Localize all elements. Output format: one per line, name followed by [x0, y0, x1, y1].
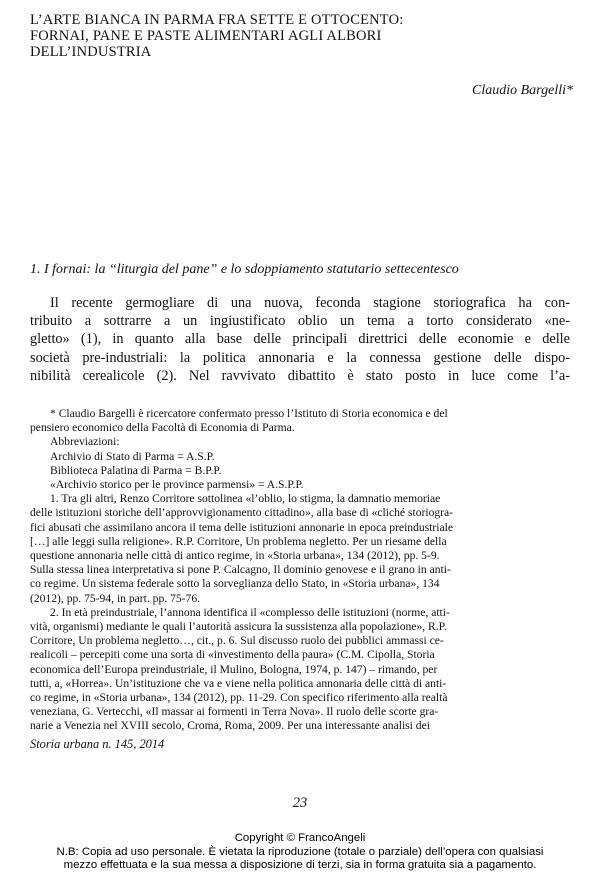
- body-line: nibilità cerealicole (2). Nel ravvivato dibattito è stato posto in luce come l’a-: [30, 367, 570, 384]
- footnote-line: * Claudio Bargelli è ricercatore confermato presso l’Istituto di Storia economica e del: [50, 407, 448, 420]
- journal-citation: Storia urbana n. 145, 2014: [30, 737, 165, 751]
- title-line: L’ARTE BIANCA IN PARMA FRA SETTE E OTTOCENTO:: [30, 12, 404, 28]
- footnote-line: 1. Tra gli altri, Renzo Corritore sottolinea «l’oblio, lo stigma, la damnatio memoriae: [50, 492, 441, 506]
- footnote-line: narie a Venezia nel XVIII secolo, Croma, Roma, 2009. Per una interessante analisi dei: [30, 719, 430, 733]
- body-line: società pre-industriali: la politica annonaria e la connessa gestione delle dispo-: [30, 349, 570, 366]
- section-heading: 1. I fornai: la “liturgia del pane” e lo sdoppiamento statutario settecentesco: [30, 262, 459, 277]
- footnote-line: co regime. Un sistema federale sotto la sorveglianza dello Stato, in «Storia urbana», 134: [30, 577, 440, 591]
- footnote-line: economica dell’Europa preindustriale, il Mulino, Bologna, 1974, p. 147) – rimando, per: [30, 662, 438, 676]
- footnote-line: Sulla stessa linea interpretativa si pone P. Calcagno, Il dominio genovese e il grano in anti-: [30, 563, 451, 577]
- title-line: DELL’INDUSTRIA: [30, 44, 152, 60]
- copyright-line: mezzo effettuata e la sua messa a disposizione di terzi, sia in forma gratuita sia a pagamento.: [63, 859, 537, 872]
- footnote-line: vità, organismi) mediante le quali l’autorità assicura la sussistenza alla popolazione», R.P.: [30, 620, 447, 634]
- article-title: [30, 12, 550, 60]
- footnote-line: veneziana, G. Vertecchi, «Il massar ai formenti in Terra Nova». Il ruolo delle scorte gra-: [30, 705, 439, 719]
- footnote-line: co regime, in «Storia urbana», 134 (2012), pp. 11-29. Con specifico riferimento alla realtà: [30, 691, 448, 705]
- footnotes: [30, 407, 570, 734]
- body-line: tribuito a sottrarre a un ingiustificato oblio un tema a torto considerato «ne-: [30, 313, 570, 330]
- page-number: 23: [292, 795, 308, 811]
- body-line: gletto» (1), in quanto alla base delle principali direttrici delle economie e delle: [30, 331, 570, 348]
- footnote-line: Corritore, Un problema negletto…, cit., p. 6. Sul discusso ruolo dei pubblici ammassi ce-: [30, 634, 444, 648]
- footnote-line: pensiero economico della Facoltà di Economia di Parma.: [30, 421, 295, 435]
- body-paragraph: [30, 294, 570, 385]
- footnote-line: questione annonaria nelle città di antico regime, in «Storia urbana», 134 (2012), pp. 5-9.: [30, 549, 440, 563]
- footnote-line: delle istituzioni storiche dell’approvvigionamento cittadino», alla base di «cliché storiogra-: [30, 506, 454, 520]
- footnote-line: […] alle leggi sulla religione». R.P. Corritore, Un problema negletto. Per un riesame della: [30, 534, 447, 548]
- copyright-line: Copyright © FrancoAngeli: [234, 832, 366, 844]
- copyright-line: N.B: Copia ad uso personale. È vietata la riproduzione (totale o parziale) dell’opera con qualsiasi: [56, 845, 544, 858]
- footnote-line: Biblioteca Palatina di Parma = B.P.P.: [50, 463, 222, 477]
- copyright-notice: [0, 832, 600, 873]
- footnote-line: fici abusati che assimilano ancora il tema delle istituzioni annonarie in epoca preindustriale: [30, 520, 454, 534]
- footnote-line: realicoli – percepiti come una sorta di «investimento della paura» (C.M. Cipolla, Storia: [30, 648, 435, 662]
- author-name: Claudio Bargelli*: [472, 83, 573, 98]
- title-line: FORNAI, PANE E PASTE ALIMENTARI AGLI ALBORI: [30, 28, 382, 44]
- footnote-line: Archivio di Stato di Parma = A.S.P.: [50, 449, 215, 463]
- footnote-line: «Archivio storico per le province parmensi» = A.S.P.P.: [50, 478, 304, 492]
- footnote-line: Abbreviazioni:: [50, 435, 120, 449]
- footnote-line: tutti, a, «Horrea». Un’istituzione che va e viene nella politica annonaria delle città di anti-: [30, 676, 447, 690]
- body-line: Il recente germogliare di una nuova, feconda stagione storiografica ha con-: [50, 295, 570, 311]
- footnote-line: (2012), pp. 75-94, in part. pp. 75-76.: [30, 591, 201, 605]
- footnote-line: 2. In età preindustriale, l’annona identifica il «complesso delle istituzioni (norme, atti-: [50, 605, 450, 619]
